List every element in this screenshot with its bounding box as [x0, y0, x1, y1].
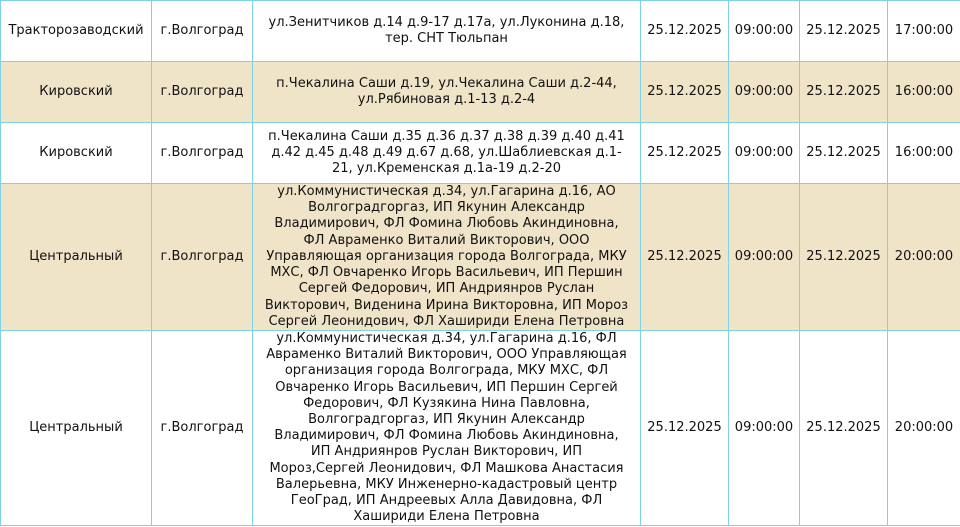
- end-time-cell: 17:00:00: [888, 1, 960, 62]
- end-time-cell: 20:00:00: [888, 184, 960, 331]
- district-cell: Кировский: [1, 123, 152, 184]
- start-date-cell: 25.12.2025: [641, 184, 729, 331]
- end-time-cell: 16:00:00: [888, 62, 960, 123]
- end-time-cell: 20:00:00: [888, 331, 960, 526]
- table-row: [1, 62, 960, 123]
- end-date-cell: 25.12.2025: [800, 1, 888, 62]
- city-cell: г.Волгоград: [152, 1, 253, 62]
- end-time-cell: 16:00:00: [888, 123, 960, 184]
- table-row: [1, 123, 960, 184]
- address-cell: ул.Коммунистическая д.34, ул.Гагарина д.16, АО Волгоградгоргаз, ИП Якунин Александр Владимирович, ФЛ Фомина Любовь Акиндиновна, ФЛ Авраменко Виталий Викторович, ООО Управляющая организация города Волгограда, МКУ МХС, ФЛ Овчаренко Игорь Васильевич, ИП Першин Сергей Федорович, ИП Андриянров Руслан Викторович, Виденина Ирина Викторовна, ИП Мороз Сергей Леонидович, ФЛ Хашириди Елена Петровна: [253, 184, 641, 331]
- address-cell: п.Чекалина Саши д.19, ул.Чекалина Саши д.2-44, ул.Рябиновая д.1-13 д.2-4: [253, 62, 641, 123]
- district-cell: Кировский: [1, 62, 152, 123]
- end-date-cell: 25.12.2025: [800, 331, 888, 526]
- start-time-cell: 09:00:00: [729, 62, 800, 123]
- table-row: [1, 331, 960, 526]
- city-cell: г.Волгоград: [152, 62, 253, 123]
- table-row: [1, 184, 960, 331]
- start-time-cell: 09:00:00: [729, 123, 800, 184]
- start-date-cell: 25.12.2025: [641, 1, 729, 62]
- table-row: [1, 1, 960, 62]
- district-cell: Центральный: [1, 331, 152, 526]
- address-cell: ул.Коммунистическая д.34, ул.Гагарина д.16, ФЛ Авраменко Виталий Викторович, ООО Управляющая организация города Волгограда, МКУ МХС, ФЛ Овчаренко Игорь Васильевич, ИП Першин Сергей Федорович, ФЛ Кузякина Нина Павловна, Волгоградгоргаз, ИП Якунин Александр Владимирович, ФЛ Фомина Любовь Акиндиновна, ИП Андриянров Руслан Викторович, ИП Мороз,Сергей Леонидович, ФЛ Машкова Анастасия Валерьевна, МКУ Инженерно-кадастровый центр ГеоГрад, ИП Андреевых Алла Давидовна, ФЛ Хашириди Елена Петровна: [253, 331, 641, 526]
- address-cell: ул.Зенитчиков д.14 д.9-17 д.17а, ул.Луконина д.18, тер. СНТ Тюльпан: [253, 1, 641, 62]
- start-time-cell: 09:00:00: [729, 331, 800, 526]
- start-time-cell: 09:00:00: [729, 184, 800, 331]
- start-date-cell: 25.12.2025: [641, 62, 729, 123]
- city-cell: г.Волгоград: [152, 331, 253, 526]
- start-date-cell: 25.12.2025: [641, 331, 729, 526]
- end-date-cell: 25.12.2025: [800, 123, 888, 184]
- start-date-cell: 25.12.2025: [641, 123, 729, 184]
- start-time-cell: 09:00:00: [729, 1, 800, 62]
- end-date-cell: 25.12.2025: [800, 184, 888, 331]
- address-cell: п.Чекалина Саши д.35 д.36 д.37 д.38 д.39 д.40 д.41 д.42 д.45 д.48 д.49 д.67 д.68, ул.Шаблиевская д.1-21, ул.Кременская д.1а-19 д.2-20: [253, 123, 641, 184]
- city-cell: г.Волгоград: [152, 184, 253, 331]
- end-date-cell: 25.12.2025: [800, 62, 888, 123]
- district-cell: Тракторозаводский: [1, 1, 152, 62]
- district-cell: Центральный: [1, 184, 152, 331]
- city-cell: г.Волгоград: [152, 123, 253, 184]
